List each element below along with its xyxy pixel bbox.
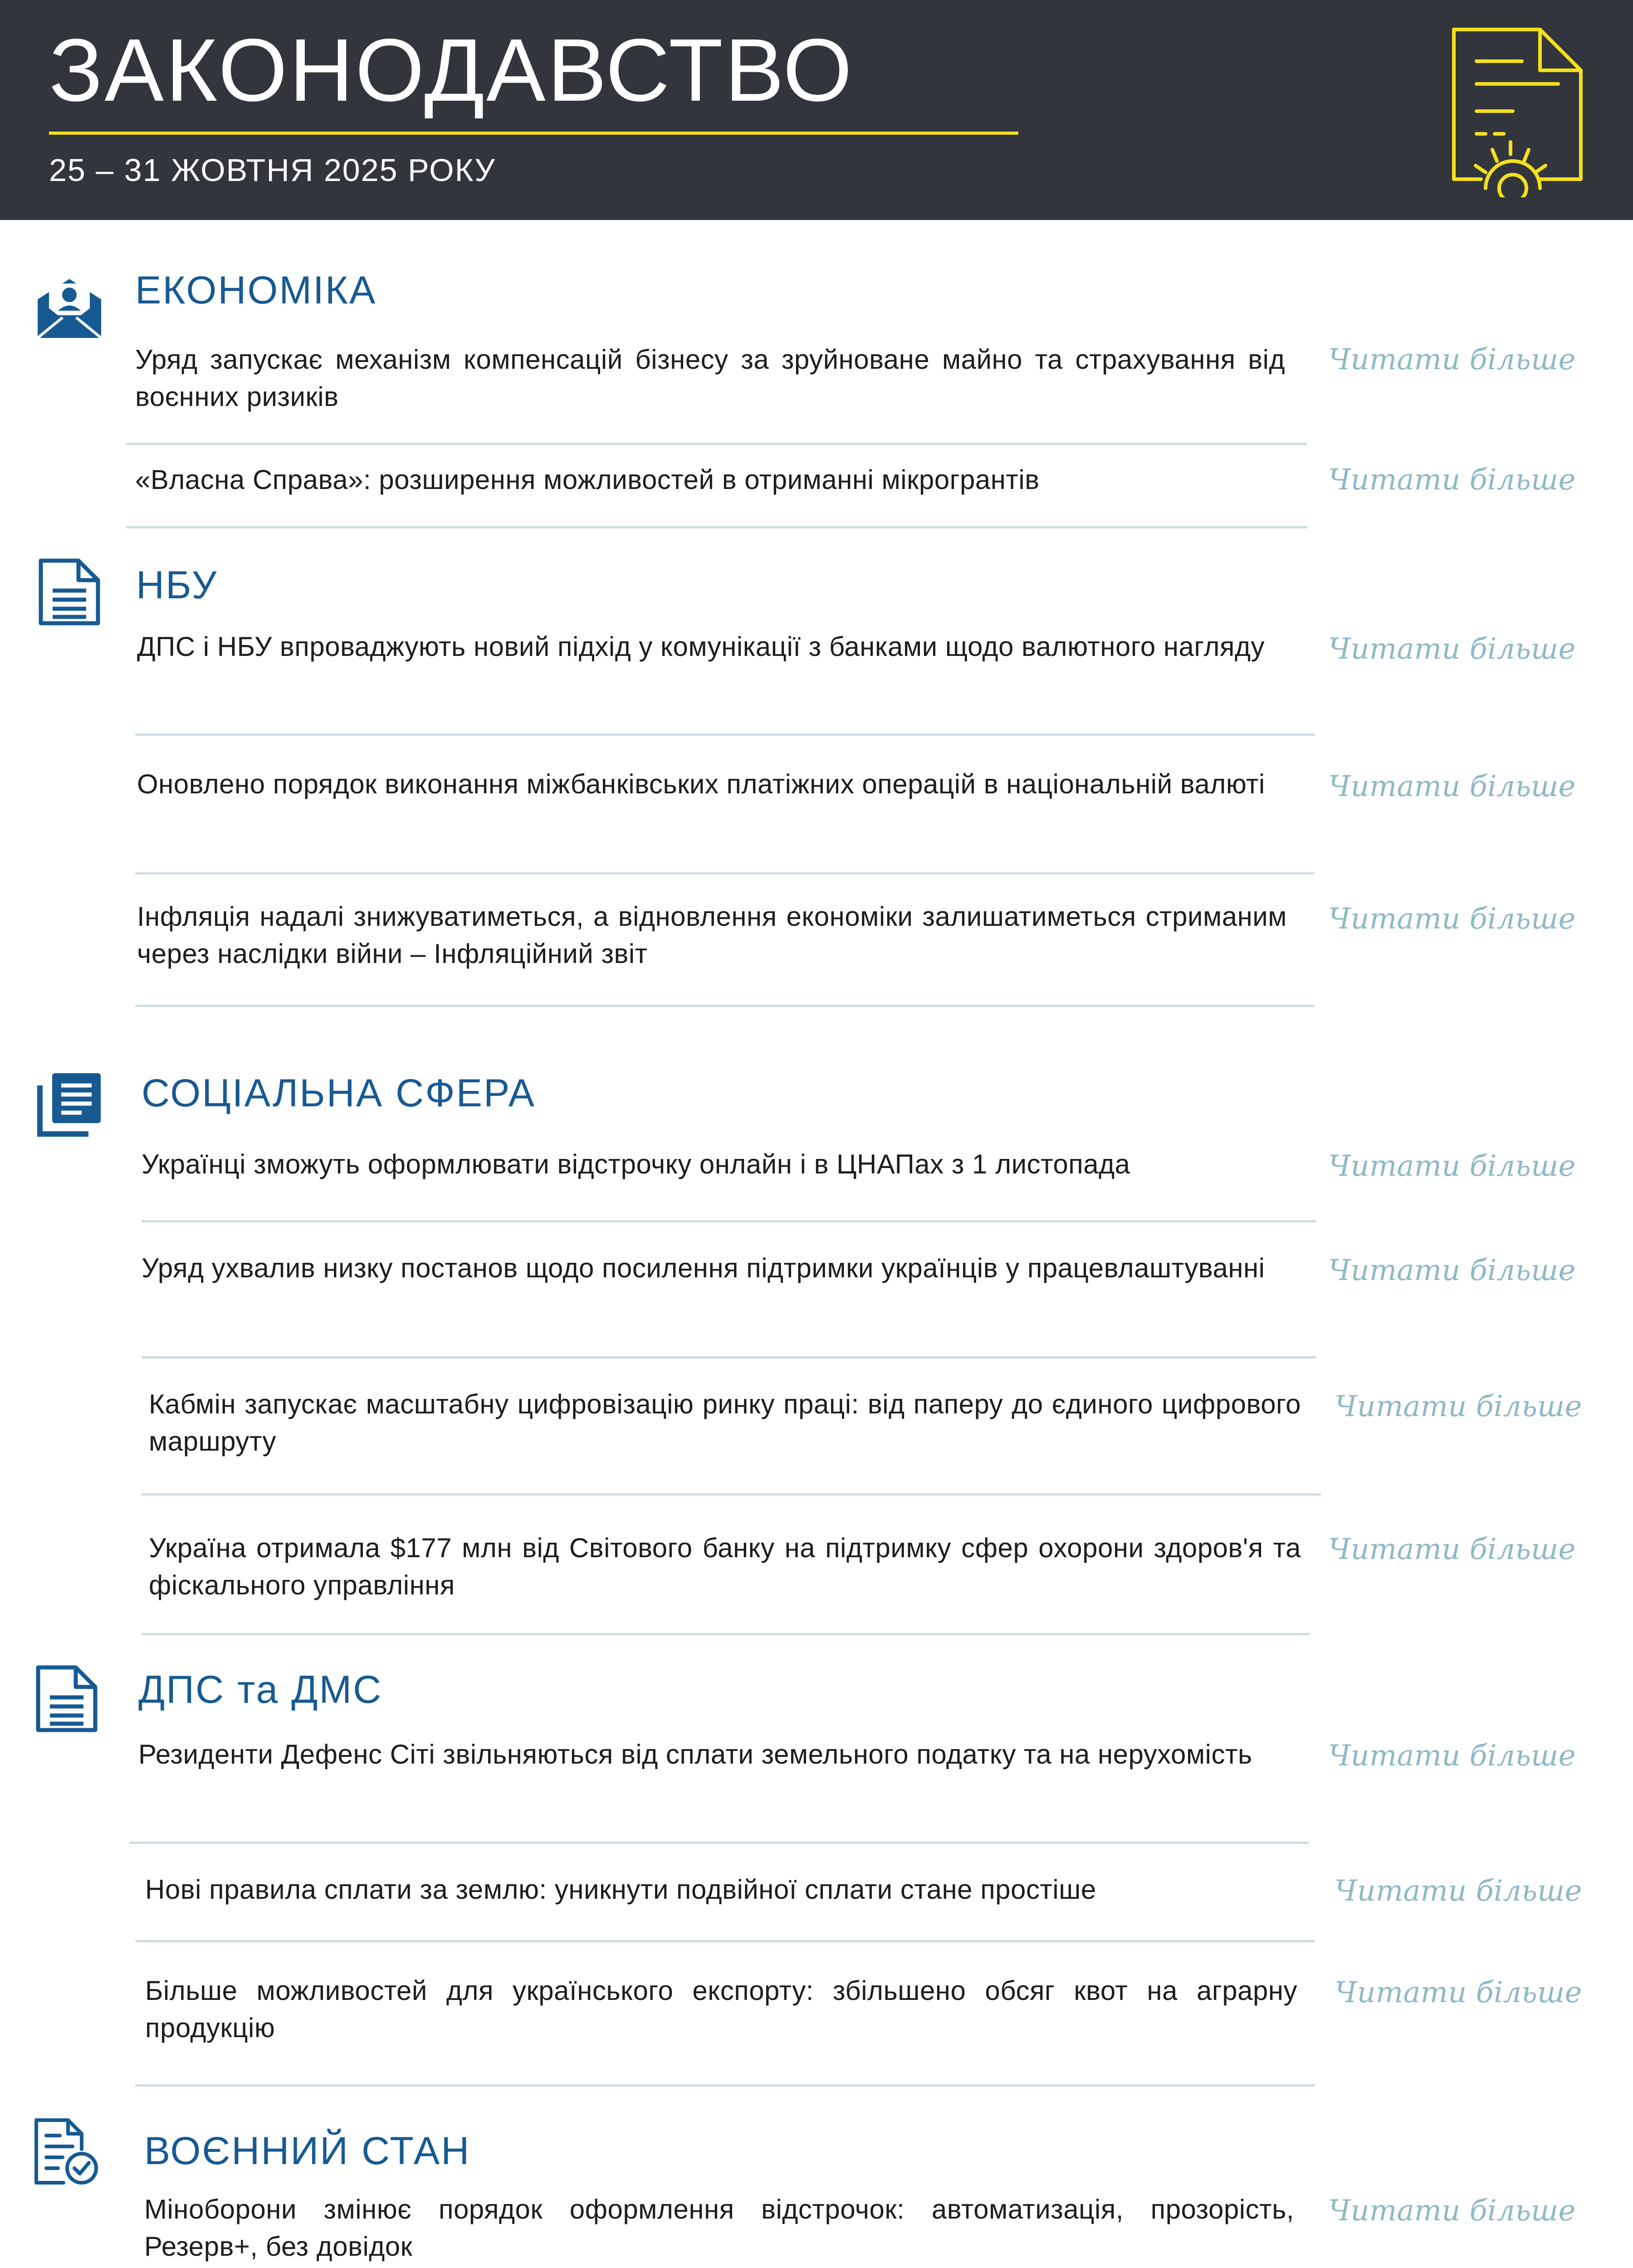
read-more-link[interactable]: Читати більше <box>1335 1874 1582 1908</box>
news-item[interactable]: Українці зможуть оформлювати відстрочку онлайн і в ЦНАПах з 1 листопада <box>142 1149 1130 1179</box>
news-item[interactable]: Уряд запускає механізм компенсацій бізнесу за зруйноване майно та страхування від воєнних ризиків <box>135 344 1285 412</box>
news-item[interactable]: ДПС і НБУ впроваджують новий підхід у комунікації з банками щодо валютного нагляду <box>137 631 1265 662</box>
read-more-link[interactable]: Читати більше <box>1328 1149 1576 1183</box>
divider <box>142 1493 1321 1496</box>
read-more-link[interactable]: Читати більше <box>1335 1390 1582 1423</box>
divider <box>129 1842 1309 1844</box>
section-title-tax: ДПС та ДМС <box>138 1668 383 1711</box>
read-more-link[interactable]: Читати більше <box>1328 343 1576 376</box>
read-more-link[interactable]: Читати більше <box>1328 902 1576 936</box>
read-more-link[interactable]: Читати більше <box>1328 463 1576 497</box>
read-more-link[interactable]: Читати більше <box>1328 1739 1576 1773</box>
date-range: 25 – 31 ЖОВТНЯ 2025 РОКУ <box>49 152 496 188</box>
divider <box>142 1220 1316 1222</box>
section-title-martial-law: ВОЄННИЙ СТАН <box>144 2129 471 2173</box>
read-more-link[interactable]: Читати більше <box>1335 1976 1582 2009</box>
read-more-link[interactable]: Читати більше <box>1328 1254 1576 1287</box>
read-more-link[interactable]: Читати більше <box>1328 770 1576 803</box>
news-item[interactable]: Міноборони змінює порядок оформлення відстрочок: автоматизація, прозорість, Резерв+, без довідок <box>144 2194 1294 2262</box>
news-item[interactable]: Україна отримала $177 млн від Світового банку на підтримку сфер охорони здоров'я та фіскального управління <box>149 1533 1301 1600</box>
divider <box>135 733 1315 736</box>
section-title-economy: ЕКОНОМІКА <box>135 269 377 312</box>
divider <box>135 2084 1315 2087</box>
title-underline <box>49 132 1018 135</box>
news-item[interactable]: Резиденти Дефенс Сіті звільняються від сплати земельного податку та на нерухомість <box>138 1739 1252 1769</box>
section-title-social: СОЦІАЛЬНА СФЕРА <box>142 1071 536 1115</box>
divider <box>142 1356 1316 1359</box>
news-item[interactable]: Уряд ухвалив низку постанов щодо посилення підтримки українців у працевлаштуванні <box>142 1253 1265 1283</box>
envelope-icon <box>35 272 103 340</box>
read-more-link[interactable]: Читати більше <box>1328 2194 1576 2228</box>
divider <box>126 443 1307 445</box>
news-item[interactable]: Нові правила сплати за землю: уникнути подвійної сплати стане простіше <box>145 1874 1096 1905</box>
divider <box>126 526 1307 528</box>
read-more-link[interactable]: Читати більше <box>1328 632 1576 666</box>
divider <box>135 1940 1315 1942</box>
news-item[interactable]: «Власна Справа»: розширення можливостей в отриманні мікрогрантів <box>135 464 1040 495</box>
news-item[interactable]: Більше можливостей для українського експорту: збільшено обсяг квот на аграрну продукцію <box>145 1975 1297 2043</box>
document-gear-icon <box>1449 25 1585 197</box>
section-title-nbu: НБУ <box>136 563 218 607</box>
news-item[interactable]: Інфляція надалі знижуватиметься, а відновлення економіки залишатиметься стриманим через наслідки війни – Інфляційний звіт <box>137 901 1287 969</box>
documents-stack-icon <box>36 1070 104 1138</box>
document-icon <box>33 1665 101 1733</box>
news-item[interactable]: Кабмін запускає масштабну цифровізацію ринку праці: від паперу до єдиного цифрового маршруту <box>149 1389 1301 1457</box>
divider <box>135 1005 1315 1007</box>
divider <box>142 1633 1310 1635</box>
divider <box>135 872 1315 875</box>
document-check-icon <box>33 2117 101 2185</box>
read-more-link[interactable]: Читати більше <box>1328 1533 1576 1566</box>
news-item[interactable]: Оновлено порядок виконання міжбанківських платіжних операцій в національній валюті <box>137 769 1265 799</box>
header-banner <box>0 0 1633 220</box>
document-icon <box>35 558 103 626</box>
page-title: ЗАКОНОДАВСТВО <box>49 20 854 120</box>
